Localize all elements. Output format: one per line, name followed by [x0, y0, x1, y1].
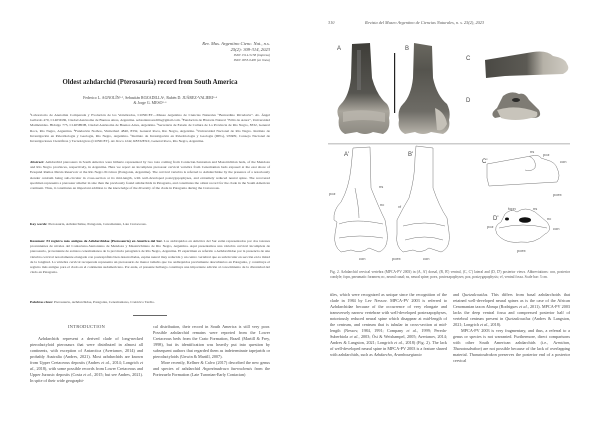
svg-text:poex: poex: [553, 192, 562, 197]
svg-text:con: con: [423, 256, 430, 261]
figure-divider: [328, 143, 570, 145]
introduction-heading: INTRODUCTION: [67, 324, 106, 329]
issn-print: ISSN 1514-5158 (impresa): [233, 53, 270, 58]
section-divider: [133, 315, 167, 316]
svg-text:D: D: [466, 98, 471, 104]
svg-text:poz: poz: [543, 152, 550, 157]
abstract-label: Abstract:: [30, 160, 45, 164]
authors-line-2: & Jorge G. MESO⁵·⁶: [133, 101, 167, 106]
figure-annotations: [329, 149, 566, 261]
journal-reference: [202, 41, 270, 63]
abstract-text: Azhdarchid pterosaurs in South America were hitherto represented by two taxa coming from Coniacian-Santonian and Maastrichtian beds, of the Mendoza and Río Negro provinces, respectively, in Argentina. Here we report an incomplete pterosaur cervical vertebra from Cenomanian beds exposed at the east shore of Ezequiel Ramos Mexía Reservoir at the Río Negro Province (Patagonia, Argentina). The cervical vertebra is referred to Azhdarchidae by the presence of a notoriously slender centrum being sub-circular in cross-section at its mid-length, with well-developed postzygapophyses, and extremely reduced neural spine. The recovered specimen represents a pterosaur smaller in size than the previously found azhdarchids in Patagonia, and constitutes the oldest record for the clade in the South American continent. Thus, it constitutes an important addition to the knowledge of the diversity of the clade in Patagonia during the Cretaceous.: [30, 160, 270, 191]
figure-caption: Fig. 2. Azhdarchid cervical vertebra (MPCA-PV 2003) in (A, A') dorsal, (B, B') ventral, (C, C') lateral and (D, D') posterior views. Abbreviations: con, posterior condyle; fopn, pneumatic foramen; nc, neural canal; ns, neural spine; poex, postexapophyses; poz, postzygapophysis; vf, ventral fossa. Scale bar: 3 cm.: [330, 270, 570, 279]
page-number: 310: [328, 20, 335, 25]
left-page-column-2: [153, 324, 270, 378]
resumen: [30, 239, 270, 275]
svg-text:poex: poex: [392, 256, 401, 261]
authors-line-1: Federico L. AGNOLÍN¹·², Sebastián ROZADILLA¹, Rubén D. JUÁREZ-VALIERI³·⁴: [83, 96, 217, 100]
svg-text:C: C: [466, 56, 471, 62]
body-paragraph-cont: and Quetzalcoatlus. This differs from basal azhdarchoids that retained well-developed neural spines as is the case of the African Cenomanian taxon Alanqa (Rodrigues et al., 2011). MPCA-PV 2003 lacks the deep ventral fossa and compressed posterior half of vertebral centrum present in Quetzalcoatlus (Andres & Langston, 2021; Longrich et al., 2018).: [453, 292, 571, 327]
abstract: [30, 160, 270, 191]
article-title: Oldest azhdarchid (Pterosauria) record from South America: [62, 79, 238, 86]
resumen-text: Los azdárquidos en América del Sur están representados por dos taxones provenientes de niveles del Coniaciano-Santoniano de Mendoza y Maastrichtiano de Río Negro, Argentina. Aquí presentamos una vértebra cervical incompleta de pterosaurio, proveniente de estratos cenomanianos de la provincia patagónica de Río Negro, Argentina. El espécimen es referido a Azhdarchidae por la presencia de una vértebra cervical notoriamente elongada con postzapófisis bien desarrolladas, espina neural muy reducida y un centro vertebral que es subcircular en sección en la mitad de la longitud. La vértebra cervical recuperada representa un pterosaurio de menor tamaño que los azdárquidos previamente descubiertos en Patagonia, y constituye el registro más antiguo para el clado en el continente sudamericano. Por ende, el presente hallazgo constituye una importante adición al conocimiento de la diversidad del clado en Patagonia.: [30, 239, 270, 275]
authors: [30, 96, 270, 107]
svg-text:con: con: [560, 159, 567, 164]
svg-text:C': C': [482, 159, 488, 165]
resumen-label: Resumen: El registro más antiguo de Azhdarchidae (Pterosauria) en América del Sur.: [30, 239, 163, 243]
intro-paragraph-1: Azhdarchids represent a derived clade of long-necked pterodactyloid pterosaurs that were distributed in almost all continents, with exception of Antarctica (Averianov, 2014) and probably Australia (Andres, 2021). Most azhdarchids are known from Upper Cretaceous deposits (Andres et al., 2014; Longrich et al., 2018), with some possible records from Lower Cretaceous and Upper Jurassic deposits (Costa et al., 2015; but see Andres, 2021). In spite of their wide geographi-: [30, 336, 144, 383]
svg-text:fopn: fopn: [508, 206, 516, 211]
svg-text:nc: nc: [547, 216, 552, 221]
intro-paragraph-2: More recently, Kellner & Calvo (2017) described the new genus and species of azhdarchid Argentinadraco barrealensis from the Portezuelo Formation (Late Turonian-Early Coniacian): [153, 360, 270, 377]
svg-text:B': B': [408, 152, 414, 158]
key-words: [30, 222, 270, 226]
body-paragraph: tiles, which were recognized as unique since the recognition of the clade in 1984 by Lev Nessov. MPCA-PV 2003 is referred to Azhdarchidae because of the occurrence of very elongate and transversely narrow vertebrae with well-developed postexapophyses, notoriously reduced neural spine which disappear at mid-length of the centrum, and centrum that is tubular in cross-section at mid-length (Nessov, 1984, 1991; Company et al., 1999; Pereda-Suberbiola et al., 2003; Ösi & Weishampel, 2005; Averianov, 2014; Andres & Langston, 2021; Longrich et al., 2018) (Fig. 2). The lack of well-developed neural spine in MPCA-PV 2003 is a feature shared with azhdarchids, such as Azhdarcho, Arambourgiania: [330, 292, 448, 357]
right-page-column-2: [453, 292, 570, 364]
svg-text:ns: ns: [379, 184, 384, 189]
right-page-column-1: [330, 292, 447, 358]
svg-text:con: con: [359, 256, 366, 261]
svg-text:nc: nc: [380, 202, 385, 207]
left-page-column-1: [30, 336, 143, 384]
svg-text:ns: ns: [530, 149, 535, 154]
photo-panels: [337, 43, 568, 134]
svg-text:A': A': [344, 152, 350, 158]
affiliations: ¹Laboratorio de Anatomía Comparada y Evolución de los Vertebrados, CONICET—Museo Argentino de Ciencias Naturales “Bernardino Rivadavia”. Av. Ángel Gallardo 470, C1405DJR, Ciudad Autónoma de Buenos Aires, Argentina. sebastianrozadilla@gmail.com. ²Fundación de Historia Natural “Félix de Azara”, Universidad Maimónides. Hidalgo 775, C1405BDB, Ciudad Autónoma de Buenos Aires, Argentina. ³Secretaría de Estado de Cultura de La Provincia de Río Negro, 8332, General Roca, Río Negro, Argentina. ⁴Fundación Nothos, Viniterberi 4840, 8332, General Roca, Río Negro, Argentina. ⁵Universidad Nacional de Río Negro. Instituto de Investigación en Paleobiología y Geología, Río Negro, Argentina. ⁶Instituto de Investigación en Paleobiología y Geología (IIPG), UNRN, Consejo Nacional de Investigaciones Científicas y Tecnológicas (CONICET). Av. Roca 1242, R8332EXZ, General Roca, Río Negro, Argentina.: [30, 113, 270, 144]
figure-2: [325, 38, 575, 264]
right-page: [300, 0, 600, 433]
svg-text:A: A: [337, 46, 342, 52]
svg-text:poz: poz: [487, 224, 494, 229]
svg-text:B: B: [405, 46, 410, 52]
svg-text:ns: ns: [533, 206, 538, 211]
palabras-clave-text: Pterosauria, Azhdarchidae, Patagonia, Cenomaniano, Cretácico Tardío.: [54, 300, 155, 304]
palabras-clave: [30, 300, 270, 304]
svg-text:poex: poex: [517, 248, 526, 253]
svg-text:con: con: [553, 226, 560, 231]
body-paragraph-2: MPCA-PV 2003 is very fragmentary, and thus, a referral to a genus or species is not warranted. Furthermore, direct comparisons with other South American azhdarchids (i.e., Aerotitan, Thanatosdrakon) are not possible because of the lack of overlapping material. Thanatosdrakon preserves the posterior end of a posterior cervical: [453, 328, 571, 363]
intro-paragraph-1-cont: cal distribution, their record in South America is still very poor. Possible azhdarchid remains were reported from the Lower Cretaceous beds from the Crato Formation, Brazil (Martill & Frey, 1998), but its identification was heavily put into question by subsequent authors that regarded them as indeterminate tapejarids or pterodactyloids (Unwin & Martill, 2007).: [153, 324, 270, 359]
key-words-text: Pterosauria, Azhdarchidae, Patagonia, Cenomanian, Late Cretaceous.: [48, 222, 147, 226]
issn-online: ISSN 1853-0400 (en línea): [233, 58, 270, 63]
journal-citation: Rev. Mus. Argentino Cienc. Nat., n.s.: [202, 41, 270, 46]
journal-volume: 25(2): 309-314, 2023: [230, 47, 270, 53]
interpretive-drawings: [334, 146, 559, 252]
svg-text:poz: poz: [329, 191, 336, 196]
palabras-clave-label: Palabras clave:: [30, 300, 54, 304]
key-words-label: Key words:: [30, 222, 48, 226]
svg-text:vf: vf: [398, 204, 402, 209]
svg-text:D': D': [493, 216, 499, 222]
running-head: Revista del Museo Argentino de Ciencias Naturales, n. s. 25(2), 2023: [365, 20, 485, 25]
